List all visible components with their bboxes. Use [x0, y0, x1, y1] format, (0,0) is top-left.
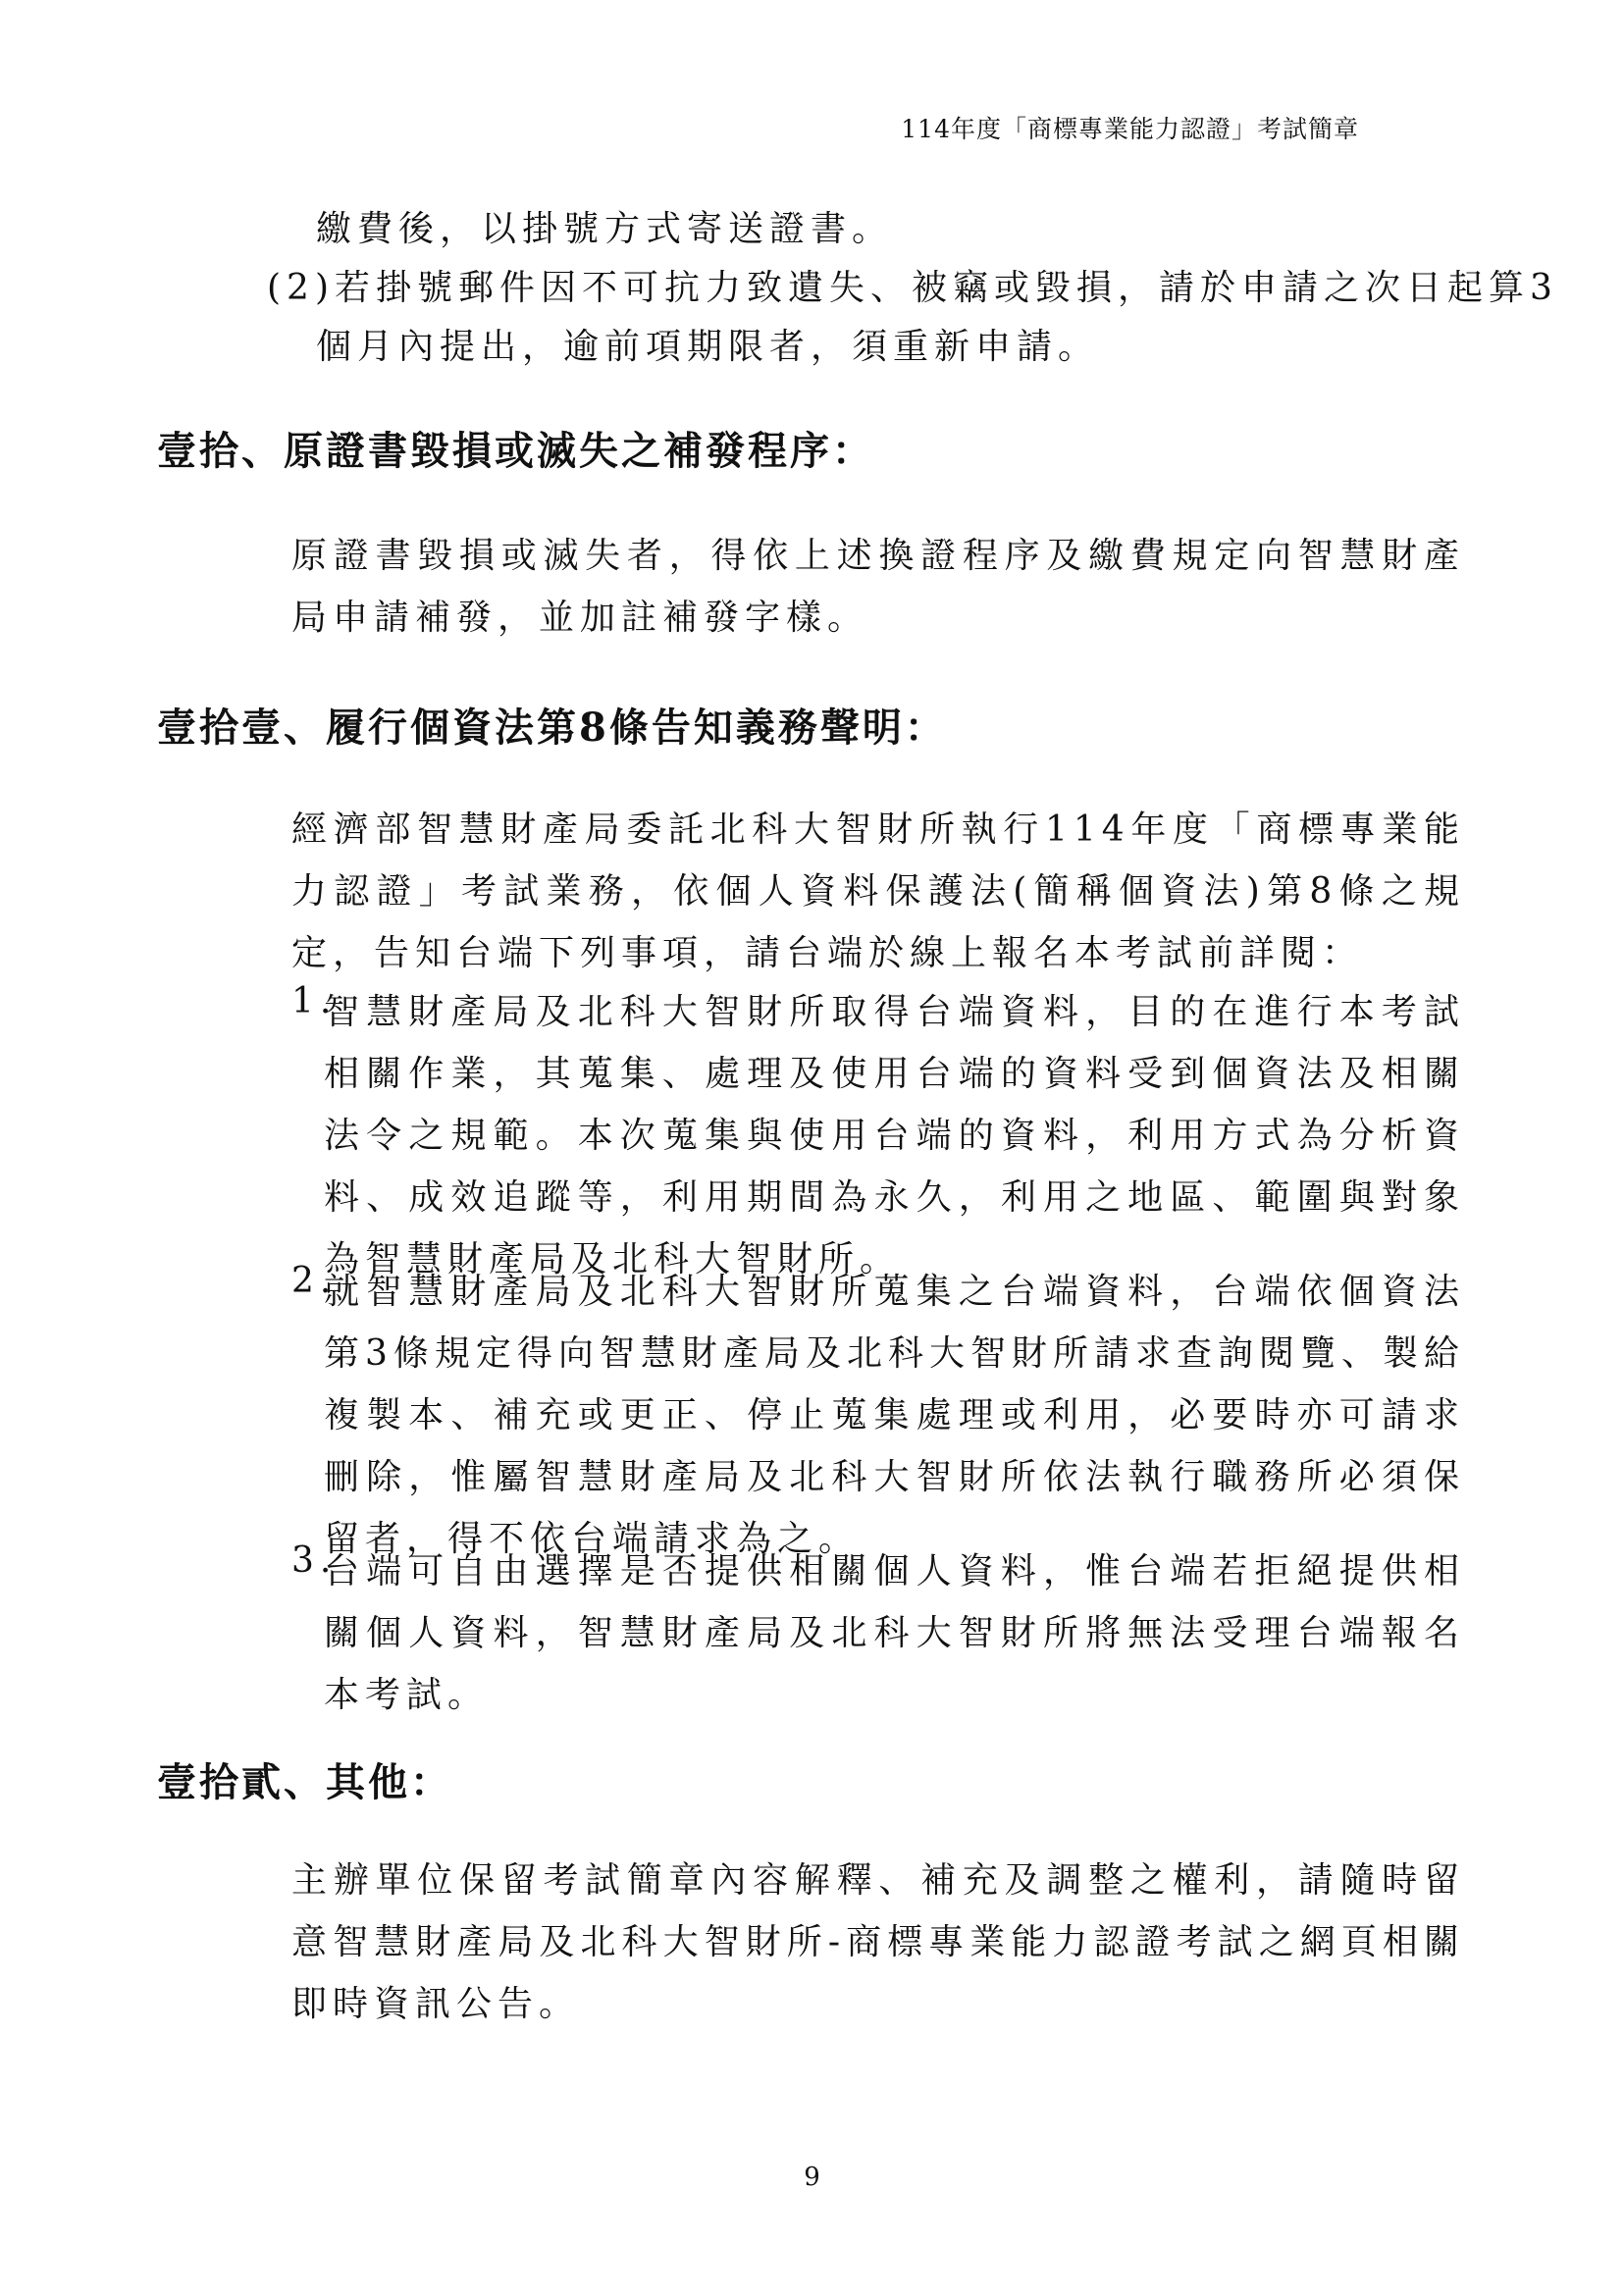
list-item-marker: 3. — [291, 1540, 338, 1581]
section-12-paragraph: 主辦單位保留考試簡章內容解釋、補充及調整之權利，請隨時留意智慧財產局及北科大智財所-商標專業能力認證考試之網頁相關即時資訊公告。 — [291, 1860, 1465, 2024]
list-item-marker: 2. — [291, 1261, 338, 1301]
section-11-intro-paragraph: 經濟部智慧財產局委託北科大智財所執行114年度「商標專業能力認證」考試業務，依個人資料保護法(簡稱個資法)第8條之規定，告知台端下列事項，請台端於線上報名本考試前詳閱： — [291, 809, 1465, 973]
list-item-text: 智慧財產局及北科大智財所取得台端資料，目的在進行本考試相關作業，其蒐集、處理及使用台端的資料受到個資法及相關法令之規範。本次蒐集與使用台端的資料，利用方式為分析資料、成效追蹤等，利用期間為永久，利用之地區、範圍與對象為智慧財產局及北科大智財所。 — [324, 992, 1465, 1279]
item-2-line-1: (2)若掛號郵件因不可抗力致遺失、被竊或毀損，請於申請之次日起算3 — [267, 268, 1558, 308]
item-2-line-2: 個月內提出，逾前項期限者，須重新申請。 — [316, 327, 1100, 367]
list-item-text: 就智慧財產局及北科大智財所蒐集之台端資料，台端依個資法第3條規定得向智慧財產局及北科大智財所請求查詢閱覽、製給複製本、補充或更正、停止蒐集處理或利用，必要時亦可請求刪除，惟屬智慧財產局及北科大智財所依法執行職務所必須保留者，得不依台端請求為之。 — [324, 1272, 1465, 1559]
page-number: 9 — [804, 2163, 820, 2192]
section-10-heading: 壹拾、原證書毀損或滅失之補發程序： — [157, 428, 874, 474]
list-item-marker: 1. — [291, 981, 338, 1021]
section-12-heading: 壹拾貳、其他： — [157, 1759, 452, 1805]
intro-line: 繳費後，以掛號方式寄送證書。 — [316, 209, 894, 249]
running-header: 114年度「商標專業能力認證」考試簡章 — [901, 115, 1359, 143]
section-11-heading: 壹拾壹、履行個資法第8條告知義務聲明： — [157, 704, 947, 751]
section-10-paragraph: 原證書毀損或滅失者，得依上述換證程序及繳費規定向智慧財產局申請補發，並加註補發字樣。 — [291, 536, 1465, 638]
list-item-text: 台端可自由選擇是否提供相關個人資料，惟台端若拒絕提供相關個人資料，智慧財產局及北科大智財所將無法受理台端報名本考試。 — [324, 1551, 1465, 1715]
